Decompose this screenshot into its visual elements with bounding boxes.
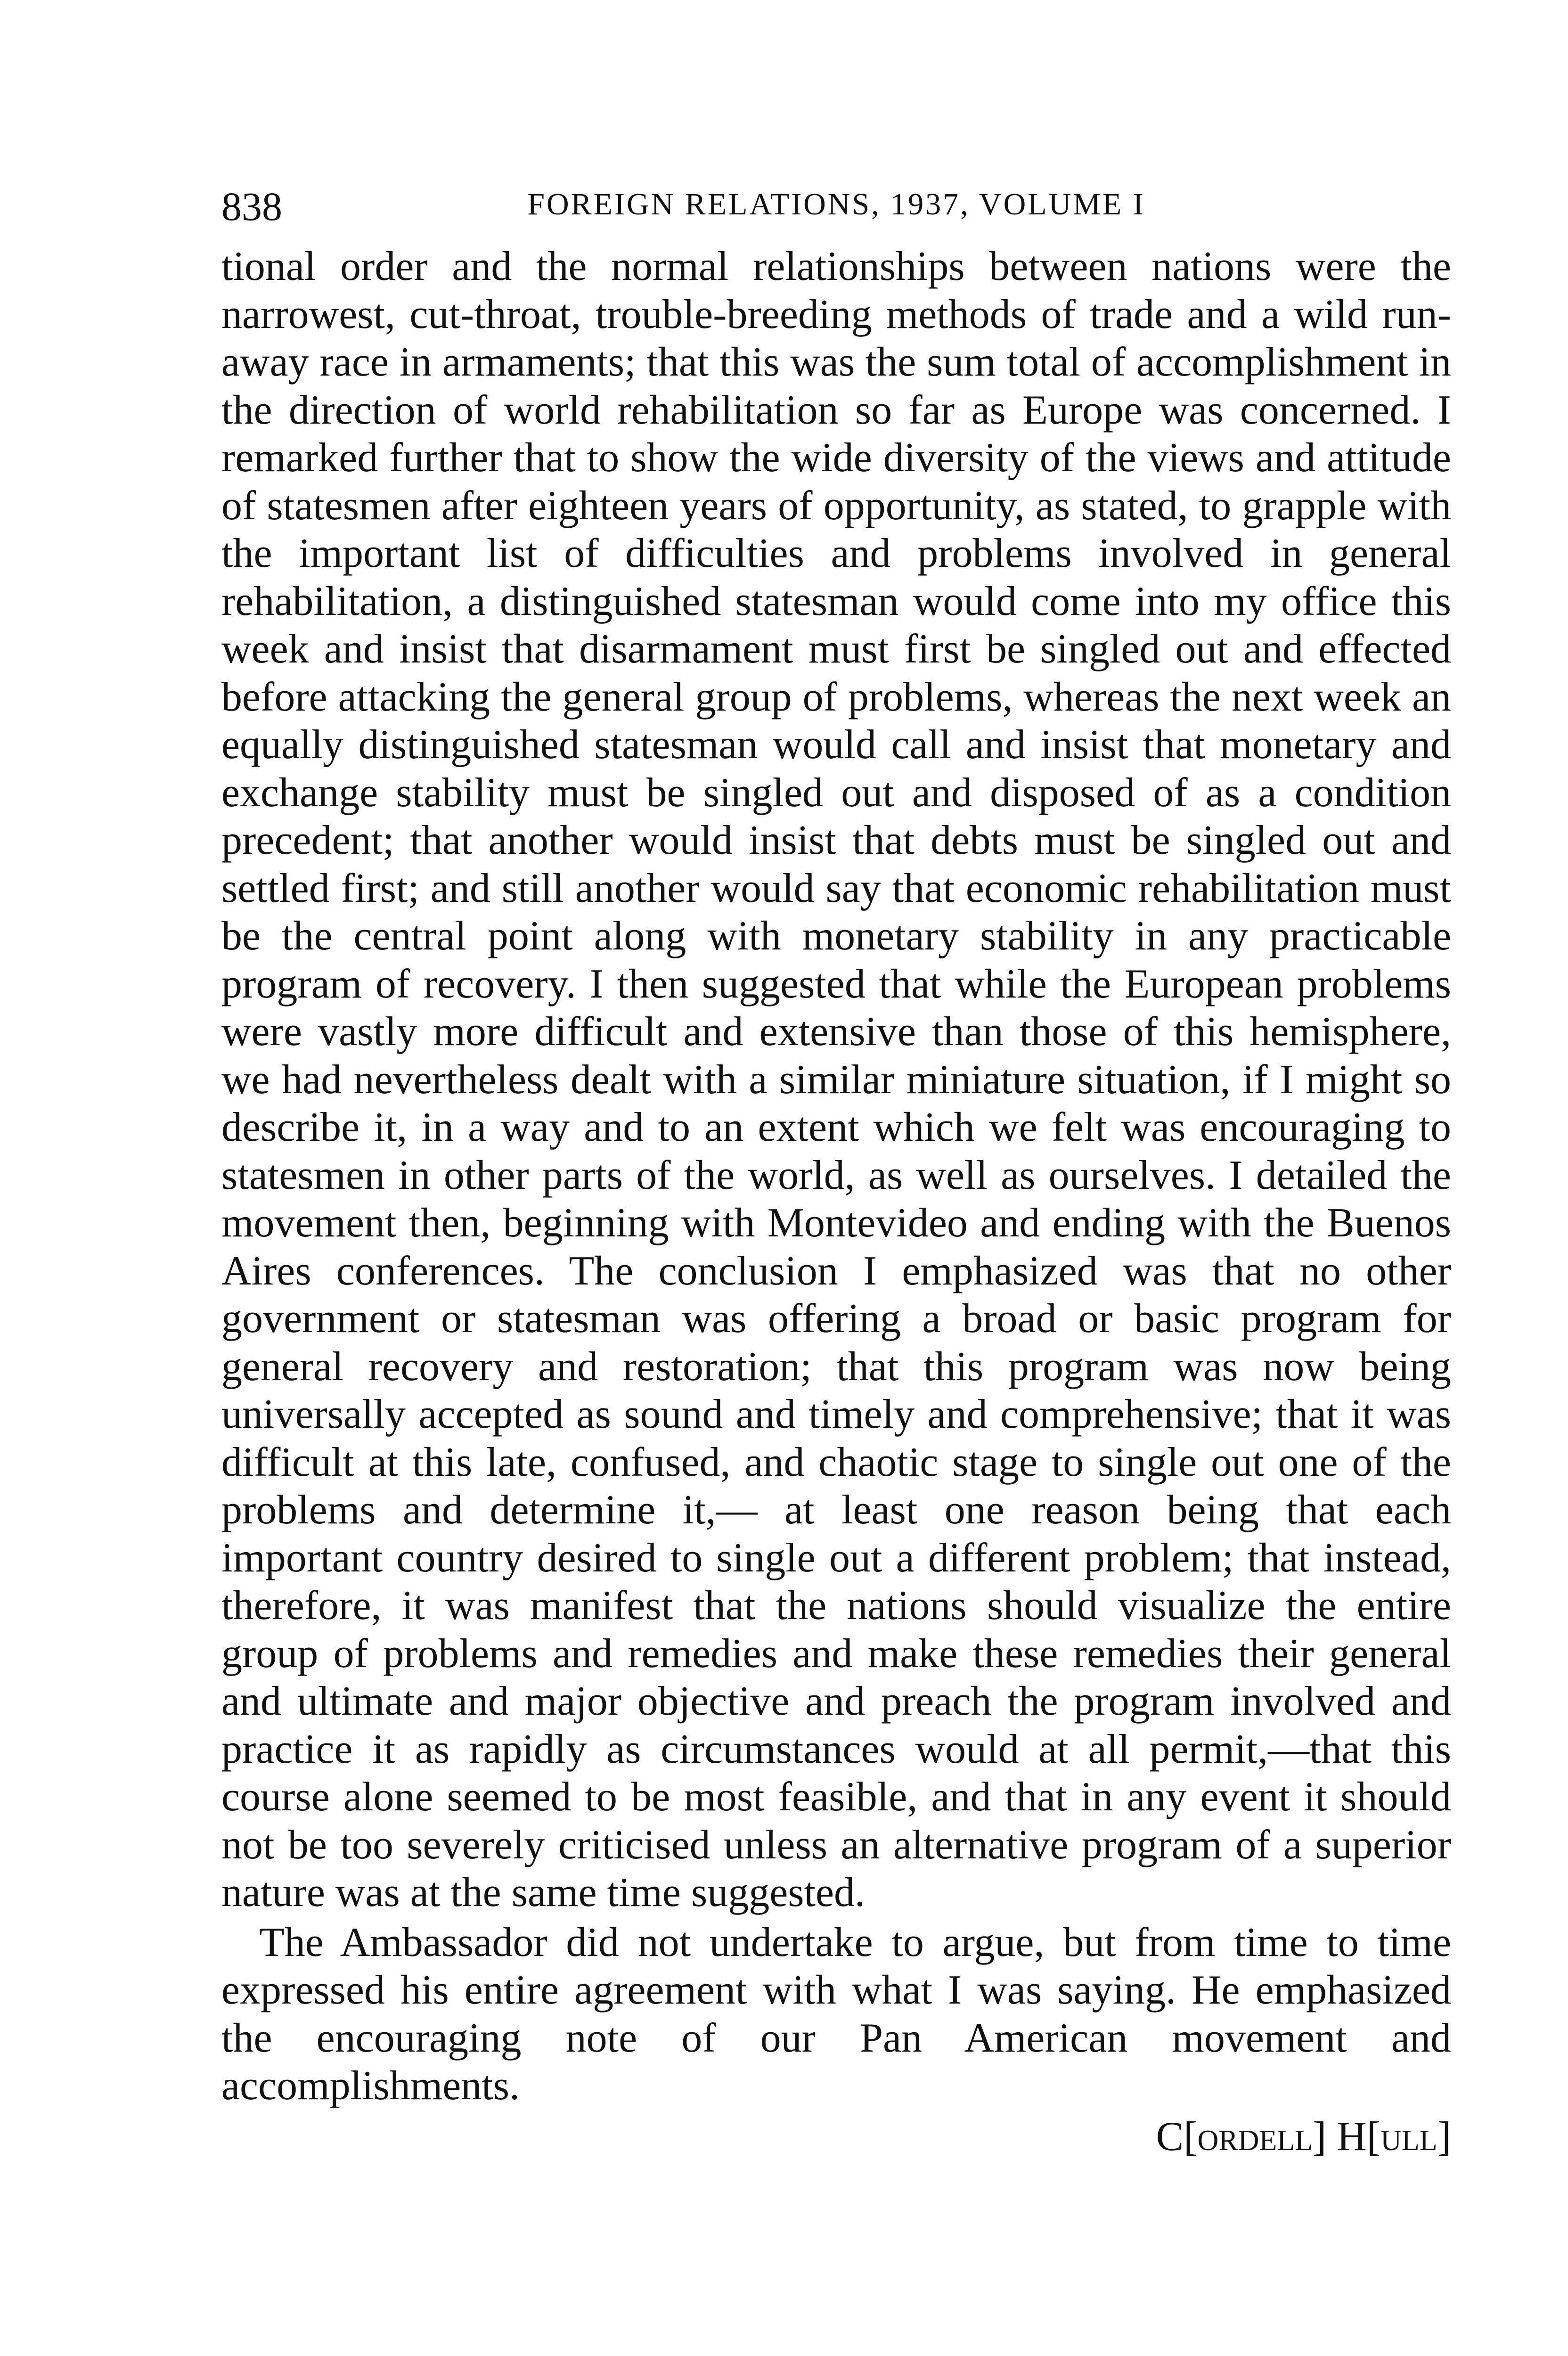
running-header	[221, 186, 1451, 243]
signature	[221, 2113, 1451, 2161]
paragraph-continuation: tional order and the normal relationships between nations were the narrowest, cut-throat, trouble-breeding methods of trade and a wild run-away race in armaments; that this was the sum total of accomplishment in the direction of world rehabilitation so far as Europe was concerned. I remarked further that to show the wide diversity of the views and attitude of statesmen after eighteen years of opportunity, as stated, to grapple with the important list of difficulties and problems involved in general rehabilitation, a distinguished statesman would come into my office this week and insist that disarmament must first be singled out and effected before attacking the general group of problems, whereas the next week an equally distinguished statesman would call and insist that monetary and exchange stability must be singled out and disposed of as a condition precedent; that another would insist that debts must be singled out and settled first; and still another would say that economic rehabilitation must be the central point along with monetary stability in any practicable program of recovery. I then suggested that while the European problems were vastly more difficult and extensive than those of this hemisphere, we had nevertheless dealt with a similar miniature situation, if I might so describe it, in a way and to an extent which we felt was encouraging to statesmen in other parts of the world, as well as ourselves. I detailed the movement then, beginning with Montevideo and ending with the Buenos Aires conferences. The conclusion I emphasized was that no other government or statesman was offering a broad or basic program for general recovery and restoration; that this program was now being universally accepted as sound and timely and comprehensive; that it was difficult at this late, confused, and chaotic stage to single out one of the problems and determine it,— at least one reason being that each important country desired to single out a different problem; that instead, therefore, it was manifest that the nations should visualize the entire group of problems and remedies and make these remedies their general and ultimate and major objective and preach the program involved and practice it as rapidly as circumstances would at all permit,—that this course alone seemed to be most feasible, and that in any event it should not be too severely criticised unless an alternative program of a superior nature was at the same time suggested.	[221, 244, 1451, 1915]
document-page	[221, 186, 1451, 2160]
signature-last-initial: H[	[1337, 2113, 1381, 2160]
running-title: FOREIGN RELATIONS, 1937, VOLUME I	[527, 187, 1145, 221]
signature-last-rest: ull	[1380, 2113, 1437, 2160]
signature-first-initial: C[	[1156, 2113, 1198, 2160]
signature-first-rest: ordell	[1197, 2113, 1313, 2160]
body-text	[221, 243, 1451, 2110]
paragraph-ambassador: The Ambassador did not undertake to argue, but from time to time expressed his entire agreement with what I was saying. He emphasized the encouraging note of our Pan American movement and accomplishments.	[221, 1919, 1451, 2109]
page-number: 838	[221, 184, 282, 229]
signature-first-close: ]	[1312, 2113, 1327, 2160]
signature-last-close: ]	[1437, 2113, 1451, 2160]
